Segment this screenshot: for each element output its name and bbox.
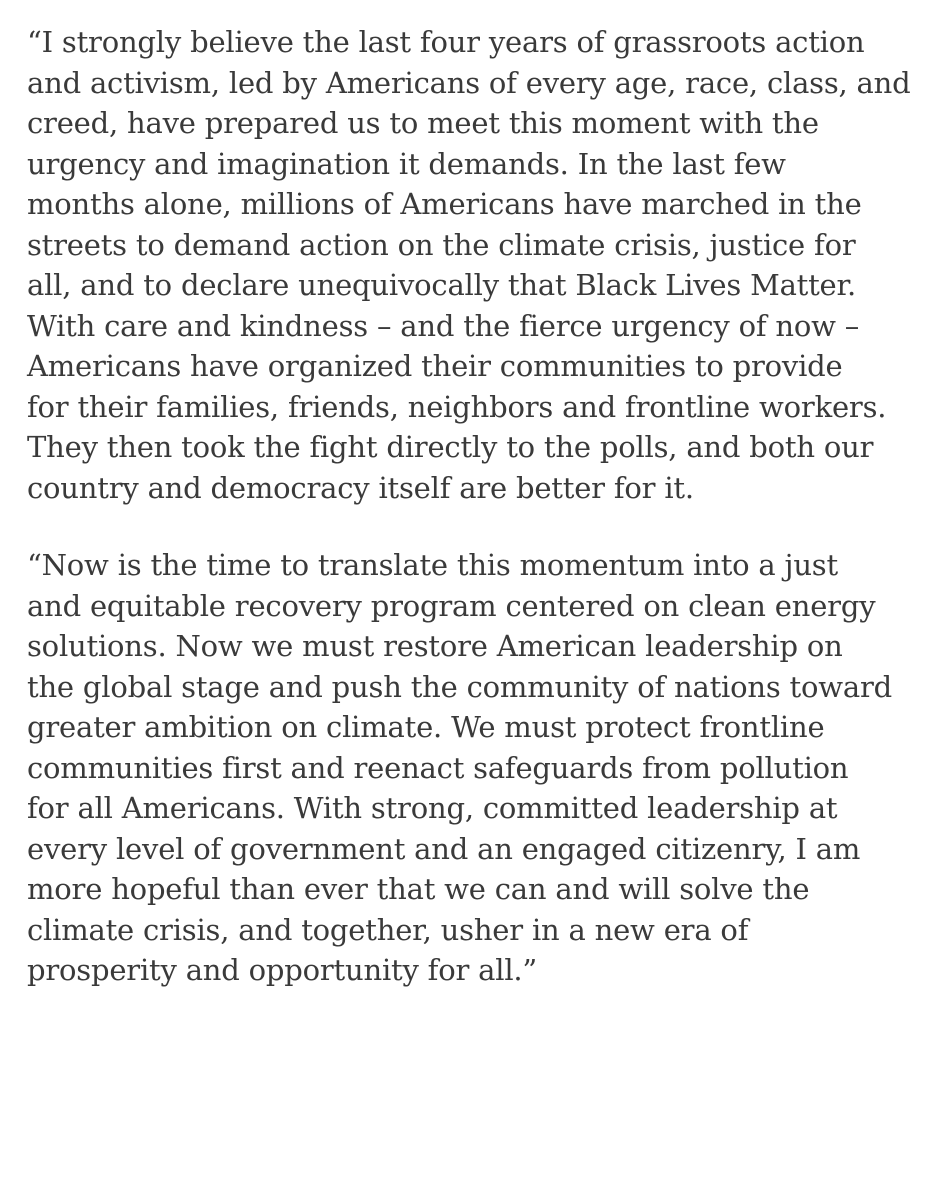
text-line: creed, have prepared us to meet this moment with the (27, 106, 819, 140)
text-line: Americans have organized their communities to provide (27, 349, 843, 383)
text-line: for all Americans. With strong, committed leadership at (27, 791, 838, 825)
text-line: and equitable recovery program centered on clean energy (27, 588, 876, 623)
text-line: country and democracy itself are better for it. (27, 470, 694, 505)
text-line: urgency and imagination it demands. In the last few (27, 146, 786, 181)
text-line: “I strongly believe the last four years of grassroots action (27, 25, 865, 59)
quote-paragraph-2 (27, 545, 910, 991)
text-line: every level of government and an engaged citizenry, I am (27, 831, 861, 866)
text-line: streets to demand action on the climate crisis, justice for (27, 227, 856, 262)
text-line: for their families, friends, neighbors and frontline workers. (27, 389, 887, 424)
text-line: communities first and reenact safeguards from pollution (27, 750, 849, 785)
text-line: the global stage and push the community of nations toward (27, 669, 892, 704)
text-line: more hopeful than ever that we can and will solve the (27, 872, 810, 906)
text-line: “Now is the time to translate this momentum into a just (27, 548, 838, 582)
quote-paragraph-1 (27, 22, 910, 508)
text-line: greater ambition on climate. We must protect frontline (27, 710, 825, 744)
text-line: climate crisis, and together, usher in a new era of (27, 912, 749, 947)
text-line: prosperity and opportunity for all.” (27, 953, 538, 987)
text-line: months alone, millions of Americans have marched in the (27, 187, 862, 221)
text-line: solutions. Now we must restore American leadership on (27, 629, 843, 663)
text-line: all, and to declare unequivocally that Black Lives Matter. (27, 268, 857, 302)
text-line: They then took the fight directly to the polls, and both our (27, 430, 874, 464)
text-line: With care and kindness – and the fierce urgency of now – (27, 308, 860, 343)
text-line: and activism, led by Americans of every age, race, class, and (27, 65, 911, 100)
